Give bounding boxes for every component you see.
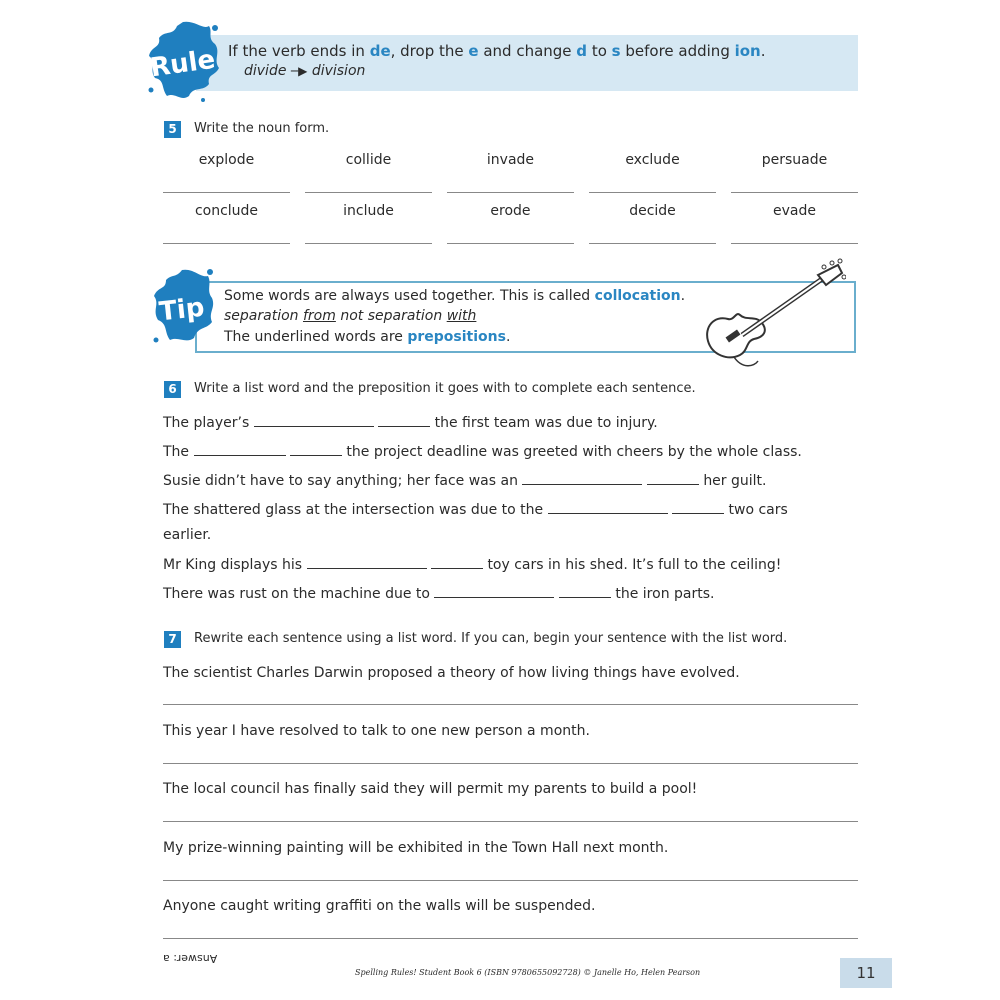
- section-7-number: 7: [164, 631, 181, 648]
- blank-preposition[interactable]: [378, 414, 430, 427]
- sentence-5-start: Mr King displays his: [163, 557, 303, 573]
- sentence-2-start: The: [163, 444, 190, 460]
- rule-text-segment: If the verb ends in: [228, 42, 370, 60]
- sentence-4: [163, 501, 788, 518]
- blank-list-word[interactable]: [194, 443, 286, 456]
- blank-list-word[interactable]: [307, 556, 427, 569]
- sentence-6-end: the iron parts.: [615, 586, 715, 602]
- answer-line-2[interactable]: [163, 763, 858, 764]
- blank-list-word[interactable]: [548, 501, 668, 514]
- answer-line-4[interactable]: [163, 880, 858, 881]
- tip-line-1-text: Some words are always used together. This is called: [224, 288, 595, 304]
- rule-example-from: divide: [244, 63, 287, 79]
- sentence-2-end: the project deadline was greeted with cheers by the whole class.: [346, 444, 802, 460]
- section-5-number: 5: [164, 121, 181, 138]
- noun-answer-line[interactable]: [447, 243, 574, 244]
- rewrite-sentence-2: This year I have resolved to talk to one new person a month.: [163, 723, 590, 739]
- noun-answer-line[interactable]: [305, 243, 432, 244]
- verb-word: decide: [629, 203, 676, 219]
- guitar-icon: [698, 257, 846, 373]
- noun-answer-line[interactable]: [163, 192, 290, 193]
- sentence-3-end: her guilt.: [703, 473, 767, 489]
- verb-word: explode: [198, 152, 255, 168]
- tip-line-3-text: The underlined words are: [224, 329, 408, 345]
- rewrite-sentence-3: The local council has finally said they will permit my parents to build a pool!: [163, 781, 698, 797]
- tip-line-2: [224, 308, 476, 324]
- tip-line-1: [224, 288, 685, 304]
- sentence-2: [163, 443, 802, 460]
- verb-word: invade: [486, 152, 535, 168]
- arrow-right-icon: ─▶: [290, 64, 308, 78]
- answer-line-1[interactable]: [163, 704, 858, 705]
- footer-credit: Spelling Rules! Student Book 6 (ISBN 9780655092728) © Janelle Ho, Helen Pearson: [355, 968, 701, 977]
- rule-text-segment: and change: [478, 42, 577, 60]
- noun-answer-line[interactable]: [731, 243, 858, 244]
- verb-word: exclude: [625, 152, 680, 168]
- tip-underlined-from: from: [302, 308, 336, 324]
- sentence-3: [163, 472, 766, 489]
- section-5-instruction: Write the noun form.: [194, 121, 330, 136]
- rule-text-segment: to: [587, 42, 612, 60]
- tip-splat-icon: [146, 262, 218, 352]
- rule-highlight: de: [369, 42, 391, 60]
- noun-answer-line[interactable]: [589, 243, 716, 244]
- page-number: 11: [840, 958, 892, 988]
- tip-collocation-term: collocation: [594, 288, 681, 304]
- noun-answer-line[interactable]: [731, 192, 858, 193]
- blank-preposition[interactable]: [559, 585, 611, 598]
- tip-line-3: [224, 329, 510, 345]
- noun-answer-line[interactable]: [305, 192, 432, 193]
- rule-text-segment: .: [760, 42, 766, 60]
- upside-down-answer: Answer: a: [163, 952, 218, 965]
- tip-prepositions-term: prepositions: [407, 329, 506, 345]
- rule-highlight: e: [468, 42, 479, 60]
- sentence-4-start: The shattered glass at the intersection was due to the: [163, 502, 544, 518]
- section-7-instruction: Rewrite each sentence using a list word. If you can, begin your sentence with the list word.: [194, 631, 788, 646]
- rule-highlight: d: [576, 42, 588, 60]
- noun-answer-line[interactable]: [589, 192, 716, 193]
- blank-list-word[interactable]: [434, 585, 554, 598]
- sentence-1-start: The player’s: [163, 415, 250, 431]
- sentence-4-end: two cars: [728, 502, 788, 518]
- noun-answer-line[interactable]: [447, 192, 574, 193]
- blank-list-word[interactable]: [254, 414, 374, 427]
- rewrite-sentence-1: The scientist Charles Darwin proposed a theory of how living things have evolved.: [163, 665, 740, 681]
- noun-answer-line[interactable]: [163, 243, 290, 244]
- rule-highlight: s: [611, 42, 621, 60]
- verb-word: persuade: [761, 152, 828, 168]
- blank-preposition[interactable]: [290, 443, 342, 456]
- tip-line-1-end: .: [680, 288, 686, 304]
- tip-icon-label: Tip: [157, 292, 206, 328]
- answer-line-5[interactable]: [163, 938, 858, 939]
- sentence-5-end: toy cars in his shed. It’s full to the ceiling!: [487, 557, 782, 573]
- sentence-3-start: Susie didn’t have to say anything; her face was an: [163, 473, 518, 489]
- blank-preposition[interactable]: [431, 556, 483, 569]
- verb-word: include: [343, 203, 394, 219]
- verb-word: erode: [490, 203, 531, 219]
- rule-text-segment: before adding: [620, 42, 735, 60]
- blank-list-word[interactable]: [522, 472, 642, 485]
- verb-word: collide: [345, 152, 392, 168]
- tip-line-2-a: separation: [224, 308, 303, 324]
- sentence-4-continued: earlier.: [163, 527, 212, 543]
- rule-splat-icon: [143, 16, 223, 106]
- tip-line-3-end: .: [505, 329, 511, 345]
- rule-highlight: ion: [734, 42, 761, 60]
- verb-word: evade: [773, 203, 816, 219]
- answer-line-3[interactable]: [163, 821, 858, 822]
- rule-text: [228, 42, 766, 60]
- tip-underlined-with: with: [446, 308, 477, 324]
- sentence-5: [163, 556, 781, 573]
- sentence-1-end: the first team was due to injury.: [434, 415, 658, 431]
- verb-word: conclude: [194, 203, 259, 219]
- tip-line-2-b: not separation: [335, 308, 447, 324]
- rule-text-segment: , drop the: [390, 42, 469, 60]
- sentence-6: [163, 585, 714, 602]
- blank-preposition[interactable]: [647, 472, 699, 485]
- section-6-instruction: Write a list word and the preposition it goes with to complete each sentence.: [194, 381, 696, 396]
- rule-example: [244, 63, 365, 79]
- rewrite-sentence-5: Anyone caught writing graffiti on the walls will be suspended.: [163, 898, 596, 914]
- sentence-6-start: There was rust on the machine due to: [163, 586, 430, 602]
- sentence-1: [163, 414, 658, 431]
- rewrite-sentence-4: My prize-winning painting will be exhibited in the Town Hall next month.: [163, 840, 669, 856]
- rule-example-to: division: [311, 63, 366, 79]
- blank-preposition[interactable]: [672, 501, 724, 514]
- rule-icon-label: Rule: [148, 44, 218, 84]
- section-6-number: 6: [164, 381, 181, 398]
